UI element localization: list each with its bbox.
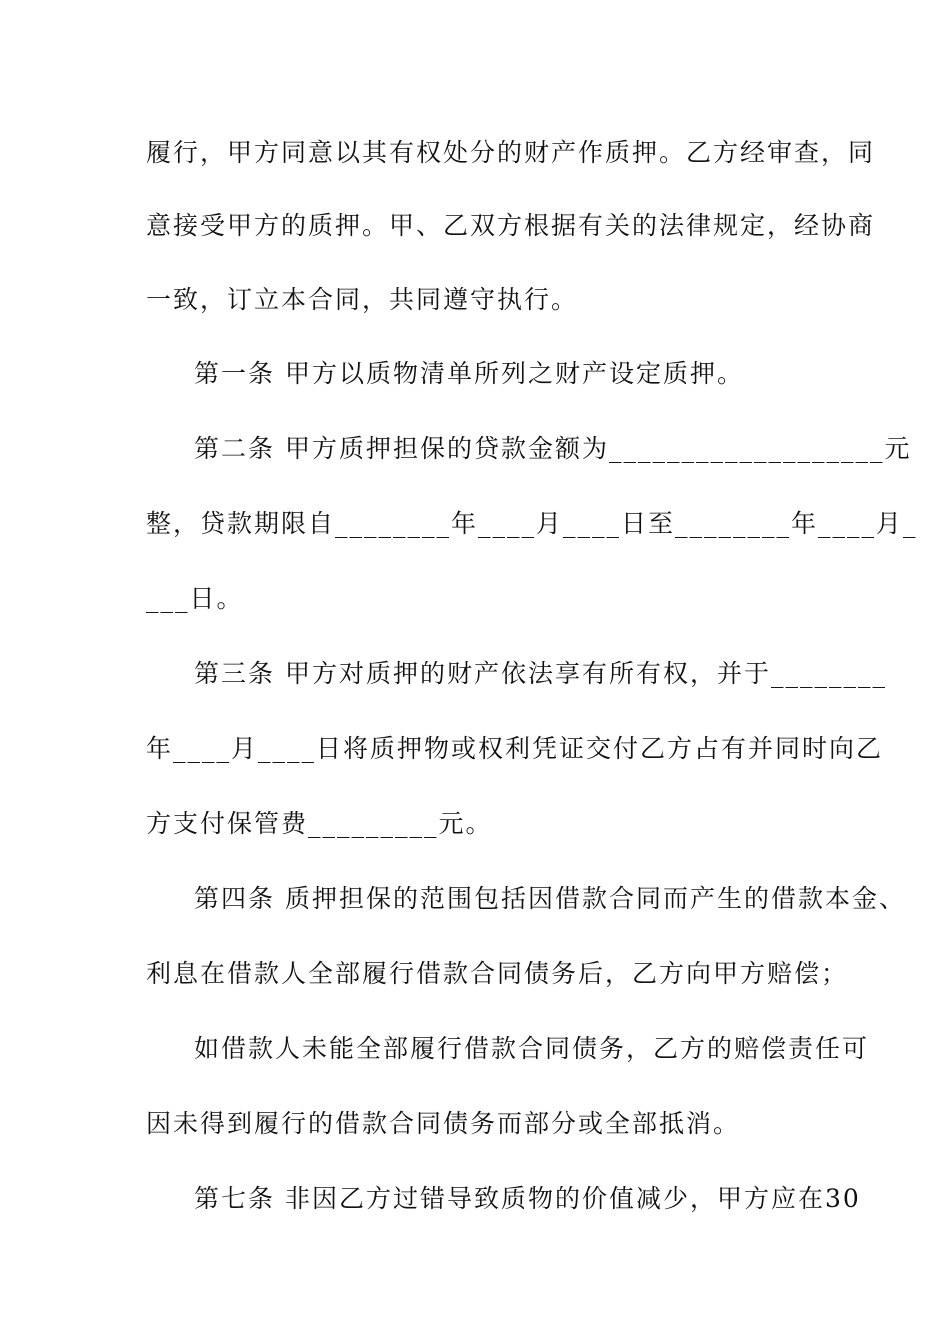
paragraph-line: 因未得到履行的借款合同债务而部分或全部抵消。 (146, 1109, 741, 1138)
paragraph-line: 利息在借款人全部履行借款合同债务后，乙方向甲方赔偿； (146, 959, 849, 988)
paragraph-line: 方支付保管费_________元。 (146, 809, 493, 838)
article-3-line: 第三条 甲方对质押的财产依法享有所有权，并于________ (194, 659, 887, 688)
article-2-line: 第二条 甲方质押担保的贷款金额为___________________元 (194, 434, 912, 463)
article-1-line: 第一条 甲方以质物清单所列之财产设定质押。 (194, 359, 744, 388)
paragraph-line: 履行，甲方同意以其有权处分的财产作质押。乙方经审查，同 (146, 138, 876, 167)
article-7-line: 第七条 非因乙方过错导致质物的价值减少，甲方应在30 (194, 1184, 861, 1213)
paragraph-line: 如借款人未能全部履行借款合同债务，乙方的赔偿责任可 (194, 1034, 870, 1063)
paragraph-line: 意接受甲方的质押。甲、乙双方根据有关的法律规定，经协商 (146, 211, 876, 240)
paragraph-line: 年____月____日将质押物或权利凭证交付乙方占有并同时向乙 (146, 734, 884, 763)
paragraph-line: 整，贷款期限自________年____月____日至________年____月_ (146, 509, 918, 538)
paragraph-line: 一致，订立本合同，共同遵守执行。 (146, 285, 579, 314)
article-4-line: 第四条 质押担保的范围包括因借款合同而产生的借款本金、 (194, 884, 906, 913)
paragraph-line: ___日。 (146, 584, 244, 613)
